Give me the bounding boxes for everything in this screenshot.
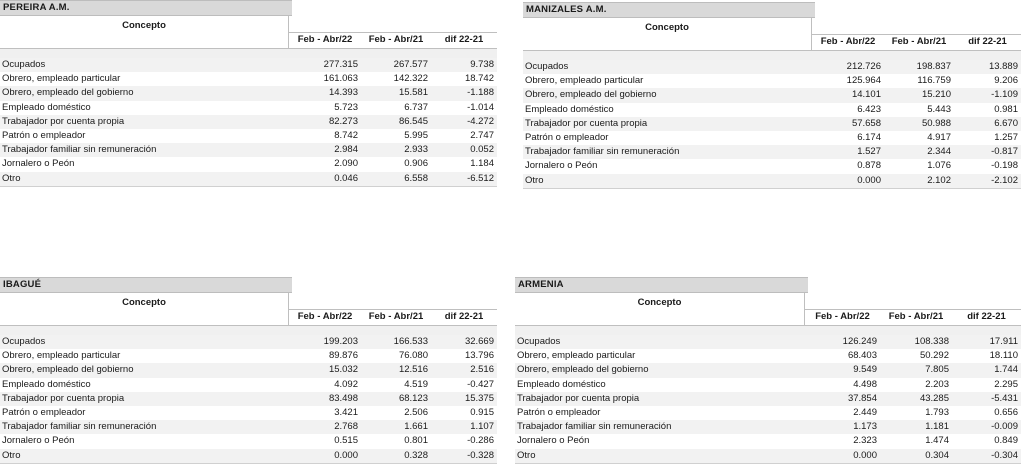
cell-dif: 0.849 <box>994 435 1018 447</box>
cell-v22: 0.000 <box>853 449 877 461</box>
table-row <box>0 378 497 392</box>
cell-v21: 2.506 <box>404 406 428 418</box>
table-row <box>523 103 1021 117</box>
row-label: Patrón o empleador <box>2 129 86 141</box>
table-row <box>523 60 1021 74</box>
column-header: Feb - Abr/21 <box>361 309 431 325</box>
cell-v21: 0.328 <box>404 449 428 461</box>
row-label: Obrero, empleado del gobierno <box>517 364 649 376</box>
table-row <box>0 349 497 363</box>
cell-v21: 1.793 <box>925 406 949 418</box>
cell-v21: 2.933 <box>404 144 428 156</box>
column-header: dif 22-21 <box>431 309 497 325</box>
cell-v21: 43.285 <box>919 392 949 404</box>
column-header: Feb - Abr/21 <box>884 34 954 50</box>
cell-v21: 6.558 <box>404 172 428 184</box>
table-row <box>515 406 1021 420</box>
cell-dif: 17.911 <box>989 336 1018 347</box>
table-header <box>0 293 497 326</box>
row-label: Trabajador familiar sin remuneración <box>2 421 157 433</box>
row-label: Obrero, empleado particular <box>517 350 636 362</box>
row-label: Trabajador familiar sin remuneración <box>2 144 157 156</box>
cell-v22: 212.726 <box>846 61 881 72</box>
concept-header: Concepto <box>645 22 689 33</box>
row-label: Jornalero o Peón <box>2 435 75 447</box>
cell-v22: 15.032 <box>328 364 358 376</box>
table-row <box>515 363 1021 377</box>
row-label: Trabajador familiar sin remuneración <box>517 421 672 433</box>
row-label: Otro <box>2 172 21 184</box>
column-header: Feb - Abr/21 <box>880 309 952 325</box>
cell-v22: 0.000 <box>334 449 358 461</box>
header-spacer <box>0 326 497 335</box>
row-label: Ocupados <box>525 61 569 72</box>
cell-v22: 126.249 <box>842 336 877 347</box>
table-row <box>0 434 497 448</box>
table-header <box>0 16 497 49</box>
table-row <box>515 449 1021 463</box>
row-label: Trabajador por cuenta propia <box>2 392 125 404</box>
row-label: Obrero, empleado del gobierno <box>2 364 134 376</box>
column-header: Feb - Abr/22 <box>805 309 880 325</box>
cell-dif: 13.796 <box>464 350 494 362</box>
table-row <box>0 157 497 171</box>
cell-v21: 142.322 <box>393 73 428 85</box>
cell-v22: 8.742 <box>334 129 358 141</box>
row-label: Trabajador por cuenta propia <box>517 392 640 404</box>
cell-v22: 4.498 <box>853 378 877 390</box>
cell-v22: 83.498 <box>328 392 358 404</box>
table-row <box>523 174 1021 188</box>
table-row <box>523 74 1021 88</box>
cell-dif: -1.014 <box>467 101 494 113</box>
row-label: Otro <box>2 449 21 461</box>
cell-dif: 2.295 <box>994 378 1018 390</box>
cell-v22: 14.101 <box>851 89 881 101</box>
table-row <box>0 392 497 406</box>
cell-v21: 12.516 <box>398 364 428 376</box>
row-label: Empleado doméstico <box>525 103 614 115</box>
row-label: Trabajador por cuenta propia <box>525 117 648 129</box>
column-headers <box>288 16 497 48</box>
row-label: Trabajador por cuenta propia <box>2 115 125 127</box>
cell-v21: 50.292 <box>919 350 949 362</box>
cell-v22: 4.092 <box>334 378 358 390</box>
table-row <box>523 88 1021 102</box>
cell-v22: 1.527 <box>857 146 881 158</box>
row-label: Ocupados <box>2 336 46 347</box>
cell-dif: 13.889 <box>988 61 1018 72</box>
column-header: dif 22-21 <box>954 34 1021 50</box>
cell-v21: 198.837 <box>916 61 951 72</box>
cell-v22: 0.000 <box>857 174 881 186</box>
cell-v21: 15.210 <box>921 89 951 101</box>
cell-v21: 2.102 <box>927 174 951 186</box>
cell-dif: -0.427 <box>467 378 494 390</box>
cell-dif: 15.375 <box>464 392 494 404</box>
table-row <box>515 434 1021 448</box>
row-label: Patrón o empleador <box>525 131 609 143</box>
concept-header: Concepto <box>122 297 166 308</box>
table-body <box>523 60 1021 189</box>
cell-dif: 1.184 <box>470 158 494 170</box>
cell-v22: 37.854 <box>847 392 877 404</box>
header-spacer <box>523 51 1021 60</box>
cell-dif: 1.107 <box>470 421 494 433</box>
table-title: PEREIRA A.M. <box>0 0 292 16</box>
cell-dif: 1.257 <box>994 131 1018 143</box>
cell-v21: 116.759 <box>917 75 951 87</box>
cell-v21: 2.203 <box>925 378 949 390</box>
table-ibague <box>0 277 497 464</box>
cell-dif: -0.286 <box>467 435 494 447</box>
table-row <box>515 392 1021 406</box>
table-row <box>523 117 1021 131</box>
cell-dif: 0.915 <box>470 406 494 418</box>
row-label: Patrón o empleador <box>2 406 86 418</box>
table-row <box>523 131 1021 145</box>
table-row <box>0 449 497 463</box>
cell-dif: 1.744 <box>994 364 1018 376</box>
table-row <box>0 172 497 186</box>
column-header: dif 22-21 <box>431 32 497 48</box>
table-row <box>0 335 497 349</box>
cell-dif: 18.742 <box>464 73 494 85</box>
cell-dif: -0.009 <box>991 421 1018 433</box>
cell-v22: 0.046 <box>334 172 358 184</box>
table-row <box>0 420 497 434</box>
table-row <box>0 86 497 100</box>
table-row <box>515 420 1021 434</box>
row-label: Jornalero o Peón <box>517 435 590 447</box>
table-row <box>0 115 497 129</box>
cell-v22: 0.515 <box>334 435 358 447</box>
table-row <box>0 58 497 72</box>
cell-v21: 1.076 <box>927 160 951 172</box>
column-headers <box>804 293 1021 325</box>
row-label: Otro <box>517 449 536 461</box>
concept-header: Concepto <box>637 297 682 308</box>
cell-v21: 267.577 <box>393 59 428 70</box>
cell-v21: 5.995 <box>404 129 428 141</box>
header-spacer <box>0 49 497 58</box>
cell-v21: 108.338 <box>914 336 949 347</box>
cell-v22: 2.984 <box>334 144 358 156</box>
column-header: dif 22-21 <box>952 309 1021 325</box>
cell-v21: 0.801 <box>404 435 428 447</box>
cell-dif: -0.304 <box>991 449 1018 461</box>
header-spacer <box>515 326 1021 335</box>
cell-v21: 76.080 <box>398 350 428 362</box>
column-header: Feb - Abr/22 <box>289 309 361 325</box>
cell-v22: 82.273 <box>328 115 358 127</box>
row-label: Ocupados <box>2 59 46 70</box>
cell-dif: -0.817 <box>991 146 1018 158</box>
cell-v22: 199.203 <box>323 336 358 347</box>
cell-v21: 2.344 <box>927 146 951 158</box>
table-header <box>523 18 1021 51</box>
cell-v22: 0.878 <box>857 160 881 172</box>
table-row <box>0 363 497 377</box>
table-row <box>0 406 497 420</box>
cell-dif: 9.738 <box>470 59 494 70</box>
row-label: Empleado doméstico <box>517 378 606 390</box>
cell-v22: 2.323 <box>853 435 877 447</box>
cell-v22: 6.174 <box>857 131 881 143</box>
cell-v21: 1.181 <box>925 421 949 433</box>
cell-v21: 7.805 <box>925 364 949 376</box>
cell-dif: -0.328 <box>467 449 494 461</box>
row-label: Obrero, empleado del gobierno <box>525 89 657 101</box>
cell-dif: 9.206 <box>994 75 1018 87</box>
cell-v22: 2.768 <box>334 421 358 433</box>
cell-dif: -4.272 <box>467 115 494 127</box>
row-label: Ocupados <box>517 336 561 347</box>
row-label: Otro <box>525 174 544 186</box>
cell-dif: 0.981 <box>994 103 1018 115</box>
cell-v22: 161.063 <box>323 73 358 85</box>
cell-dif: 18.110 <box>989 350 1018 362</box>
cell-v22: 3.421 <box>334 406 358 418</box>
cell-dif: 0.052 <box>470 144 494 156</box>
table-row <box>0 72 497 86</box>
cell-v22: 14.393 <box>328 87 358 99</box>
cell-dif: -6.512 <box>467 172 494 184</box>
cell-v22: 125.964 <box>846 75 881 87</box>
table-pereira <box>0 0 497 187</box>
column-header: Feb - Abr/21 <box>361 32 431 48</box>
cell-v22: 9.549 <box>853 364 877 376</box>
cell-dif: -1.109 <box>991 89 1018 101</box>
cell-dif: 2.747 <box>470 129 494 141</box>
cell-v22: 57.658 <box>851 117 881 129</box>
cell-v22: 277.315 <box>323 59 358 70</box>
cell-dif: -5.431 <box>991 392 1018 404</box>
cell-dif: -2.102 <box>991 174 1018 186</box>
cell-dif: 6.670 <box>994 117 1018 129</box>
row-label: Obrero, empleado particular <box>2 73 121 85</box>
table-row <box>0 143 497 157</box>
table-row <box>515 349 1021 363</box>
table-title: IBAGUÉ <box>0 277 292 293</box>
cell-v22: 68.403 <box>847 350 877 362</box>
row-label: Jornalero o Peón <box>2 158 75 170</box>
column-headers <box>811 18 1021 50</box>
cell-v21: 0.906 <box>404 158 428 170</box>
cell-v22: 2.449 <box>853 406 877 418</box>
cell-v21: 4.917 <box>927 131 951 143</box>
cell-v22: 89.876 <box>328 350 358 362</box>
cell-v21: 50.988 <box>921 117 951 129</box>
cell-dif: 2.516 <box>470 364 494 376</box>
cell-v21: 6.737 <box>404 101 428 113</box>
table-row <box>0 129 497 143</box>
table-body <box>515 335 1021 464</box>
column-headers <box>288 293 497 325</box>
cell-v21: 1.474 <box>925 435 949 447</box>
table-body <box>0 335 497 464</box>
table-body <box>0 58 497 187</box>
table-manizales <box>523 2 1021 189</box>
cell-v21: 5.443 <box>927 103 951 115</box>
cell-v21: 1.661 <box>404 421 428 433</box>
cell-v21: 0.304 <box>925 449 949 461</box>
cell-v21: 68.123 <box>398 392 428 404</box>
cell-v21: 4.519 <box>404 378 428 390</box>
row-label: Obrero, empleado particular <box>2 350 121 362</box>
row-label: Empleado doméstico <box>2 378 91 390</box>
cell-v21: 86.545 <box>398 115 428 127</box>
row-label: Patrón o empleador <box>517 406 601 418</box>
row-label: Obrero, empleado particular <box>525 75 644 87</box>
table-row <box>515 378 1021 392</box>
cell-dif: -0.198 <box>991 160 1018 172</box>
column-header: Feb - Abr/22 <box>812 34 884 50</box>
table-title: MANIZALES A.M. <box>523 2 815 18</box>
cell-v22: 1.173 <box>853 421 877 433</box>
cell-dif: 0.656 <box>994 406 1018 418</box>
cell-v22: 5.723 <box>334 101 358 113</box>
concept-header: Concepto <box>122 20 166 31</box>
row-label: Trabajador familiar sin remuneración <box>525 146 680 158</box>
table-header <box>515 293 1021 326</box>
table-row <box>523 159 1021 173</box>
table-row <box>515 335 1021 349</box>
column-header: Feb - Abr/22 <box>289 32 361 48</box>
row-label: Empleado doméstico <box>2 101 91 113</box>
cell-v21: 15.581 <box>398 87 428 99</box>
table-row <box>523 145 1021 159</box>
table-armenia <box>515 277 1021 464</box>
row-label: Obrero, empleado del gobierno <box>2 87 134 99</box>
cell-dif: -1.188 <box>467 87 494 99</box>
table-title: ARMENIA <box>515 277 808 293</box>
cell-v22: 6.423 <box>857 103 881 115</box>
table-row <box>0 101 497 115</box>
cell-dif: 32.669 <box>464 336 494 347</box>
cell-v22: 2.090 <box>334 158 358 170</box>
row-label: Jornalero o Peón <box>525 160 598 172</box>
cell-v21: 166.533 <box>393 336 428 347</box>
